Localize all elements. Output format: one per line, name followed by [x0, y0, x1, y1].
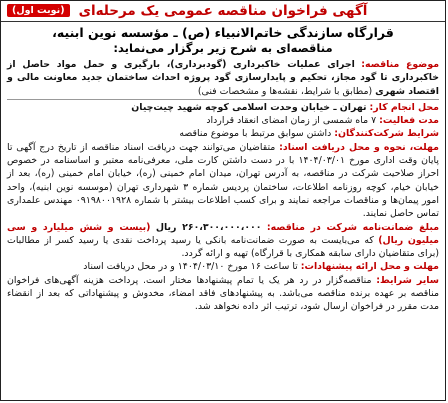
conditions-section	[7, 127, 439, 140]
divider	[7, 99, 439, 100]
guarantee-amount-words: (بیست و شش میلیارد و سی میلیون ریال)	[7, 221, 439, 246]
duration-label: مدت فعالیت:	[379, 115, 439, 127]
location-label: محل انجام کار:	[369, 101, 439, 113]
notice-body	[1, 56, 445, 314]
subject-label: موضوع مناقصه:	[361, 59, 440, 70]
guarantee-label: مبلغ ضمانت‌نامه شرکت در مناقصه:	[266, 221, 440, 233]
duration-text: ۷ ماه شمسی از زمان امضای انعقاد قرارداد	[206, 115, 377, 127]
location-text: تهران ـ خیابان وحدت اسلامی کوچه شهید چیت‌چیان	[131, 101, 367, 113]
deadline-text: متقاضیان می‌توانند جهت دریافت اسناد مناقصه از تاریخ درج آگهی تا پایان وقت اداری مورخ ۱۴۰۴/۰۳/۰۱ با در دست داشتن کارت ملی، معرفی‌نامه معتبر و اساسنامه در خصوص احراز صلاحیت شرکت در مناقصه، به آدرس تهران، میدان امام خمینی (ره)، خیابان امام خمینی (ره)، بعد از خیابان خیام، کوچه روزنامه اطلاعات، ساختمان پردیس شماره ۳ شهرداری تهران (موسسه نوین ابنیه)، واحد امور پیمان‌ها و مناقصات مراجعه نمایند و برای کسب اطلاعات بیشتر با شماره ۰۹۱۹۸۰۰۱۹۲۸ مهندس علمداری تماس حاصل نمایند.	[7, 141, 439, 220]
conditions-text: داشتن سوابق مرتبط با موضوع مناقصه	[179, 128, 332, 140]
organization-name: قرارگاه سازندگی خاتم‌الانبیاء (ص) ـ مؤسسه نوین ابنیه،	[52, 25, 394, 40]
submission-section	[7, 260, 439, 273]
guarantee-amount: ۲۶۰،۳۰۰،۰۰۰،۰۰۰ ریال	[155, 221, 262, 233]
submission-label: مهلت و محل ارائه پیشنهادات:	[300, 261, 439, 273]
submission-text: تا ساعت ۱۶ مورخ ۱۴۰۴/۰۳/۱۰ و در محل دریافت اسناد	[83, 261, 298, 273]
conditions-label: شرایط شرکت‌کنندگان:	[334, 128, 439, 140]
deadline-section	[7, 141, 439, 221]
other-text: مناقصه‌گزار در رد هر یک یا تمام پیشنهادها مختار است. پرداخت هزینه آگهی‌های فراخوان مناقصه بر عهده برنده مناقصه می‌باشد. به پیشنهادهای فاقد امضاء، مخدوش و پیشنهاداتی که بعد از انقضاء مدت مقرر در فراخوان ارسال شود، ترتیب اثر داده نخواهد شد.	[7, 274, 439, 313]
subject-note: (مطابق با شرایط، نقشه‌ها و مشخصات فنی)	[197, 85, 373, 97]
deadline-label: مهلت، نحوه و محل دریافت اسناد:	[279, 141, 439, 153]
location-section	[7, 101, 439, 114]
guarantee-section	[7, 221, 439, 261]
round-badge: (نوبت اول)	[7, 4, 70, 17]
duration-section	[7, 114, 439, 127]
organization-subtitle: مناقصه‌ای به شرح زیر برگزار می‌نماید:	[113, 41, 333, 55]
other-label: سایر شرایط:	[376, 274, 439, 286]
subject-section	[7, 58, 439, 98]
other-section	[7, 274, 439, 314]
subject-text: اجرای عملیات خاکبرداری (گودبرداری)، بارگیری و حمل مواد حاصل از خاکبرداری تا گود مجاز، تحکیم و پایدارسازی گود پروژه احداث ساختمان جدید معاونت مالی و اقتصاد شهری	[7, 59, 439, 97]
notice-title: آگهی فراخوان مناقصه عمومی یک مرحله‌ای	[78, 3, 368, 19]
notice-header	[1, 1, 445, 22]
guarantee-text: که می‌بایست به صورت ضمانت‌نامه بانکی یا رسید پرداخت نقدی یا رسید کسر از مطالبات (برای متقاضیان دارای سابقه همکاری با قرارگاه) تهیه و ارائه گردد.	[7, 234, 439, 260]
